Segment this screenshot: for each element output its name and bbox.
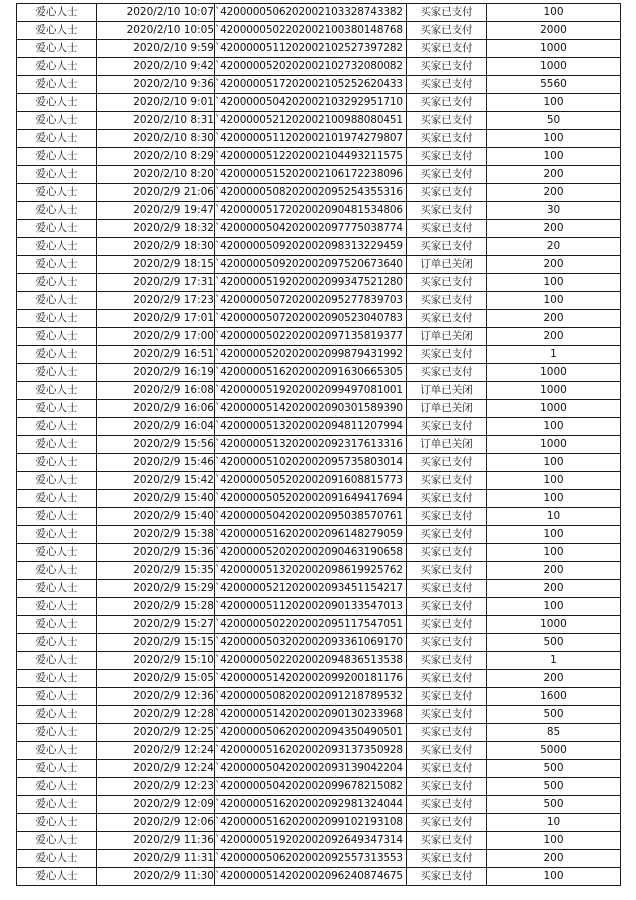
amount-cell: 1600 [487, 688, 621, 706]
table-row [17, 148, 621, 166]
donor-cell: 爱心人士 [17, 580, 97, 598]
donor-cell: 爱心人士 [17, 256, 97, 274]
table-row [17, 256, 621, 274]
amount-cell: 100 [487, 472, 621, 490]
order-number-cell: `4200000521202002100988080451 [215, 112, 407, 130]
status-cell: 买家已支付 [407, 670, 487, 688]
amount-cell: 500 [487, 796, 621, 814]
time-cell: 2020/2/10 8:30 [97, 130, 215, 148]
status-cell: 买家已支付 [407, 580, 487, 598]
donor-cell: 爱心人士 [17, 220, 97, 238]
donor-cell: 爱心人士 [17, 328, 97, 346]
status-cell: 买家已支付 [407, 598, 487, 616]
time-cell: 2020/2/9 11:30 [97, 868, 215, 886]
amount-cell: 1000 [487, 616, 621, 634]
time-cell: 2020/2/9 15:40 [97, 490, 215, 508]
status-cell: 买家已支付 [407, 184, 487, 202]
table-row [17, 832, 621, 850]
time-cell: 2020/2/9 16:51 [97, 346, 215, 364]
order-number-cell: `4200000519202002099497081001 [215, 382, 407, 400]
status-cell: 买家已支付 [407, 616, 487, 634]
donor-cell: 爱心人士 [17, 562, 97, 580]
status-cell: 订单已关闭 [407, 328, 487, 346]
status-cell: 买家已支付 [407, 832, 487, 850]
amount-cell: 100 [487, 544, 621, 562]
order-number-cell: `4200000516202002099102193108 [215, 814, 407, 832]
time-cell: 2020/2/9 11:31 [97, 850, 215, 868]
table-row [17, 742, 621, 760]
donor-cell: 爱心人士 [17, 346, 97, 364]
time-cell: 2020/2/9 15:40 [97, 508, 215, 526]
donor-cell: 爱心人士 [17, 472, 97, 490]
table-row [17, 778, 621, 796]
table-row [17, 490, 621, 508]
amount-cell: 200 [487, 328, 621, 346]
amount-cell: 200 [487, 310, 621, 328]
order-number-cell: `4200000511202002102527397282 [215, 40, 407, 58]
status-cell: 买家已支付 [407, 634, 487, 652]
donor-cell: 爱心人士 [17, 400, 97, 418]
order-number-cell: `4200000516202002091630665305 [215, 364, 407, 382]
amount-cell: 5000 [487, 742, 621, 760]
status-cell: 买家已支付 [407, 742, 487, 760]
status-cell: 买家已支付 [407, 76, 487, 94]
order-number-cell: `4200000505202002091649417694 [215, 490, 407, 508]
status-cell: 买家已支付 [407, 94, 487, 112]
table-row [17, 310, 621, 328]
status-cell: 买家已支付 [407, 274, 487, 292]
status-cell: 买家已支付 [407, 346, 487, 364]
status-cell: 买家已支付 [407, 58, 487, 76]
time-cell: 2020/2/9 16:19 [97, 364, 215, 382]
donor-cell: 爱心人士 [17, 418, 97, 436]
amount-cell: 500 [487, 634, 621, 652]
amount-cell: 85 [487, 724, 621, 742]
table-row [17, 580, 621, 598]
amount-cell: 1000 [487, 400, 621, 418]
status-cell: 买家已支付 [407, 166, 487, 184]
amount-cell: 1 [487, 346, 621, 364]
time-cell: 2020/2/9 16:04 [97, 418, 215, 436]
donor-cell: 爱心人士 [17, 130, 97, 148]
table-row [17, 364, 621, 382]
status-cell: 买家已支付 [407, 40, 487, 58]
status-cell: 买家已支付 [407, 706, 487, 724]
status-cell: 买家已支付 [407, 238, 487, 256]
donor-cell: 爱心人士 [17, 184, 97, 202]
donor-cell: 爱心人士 [17, 616, 97, 634]
table-row [17, 76, 621, 94]
time-cell: 2020/2/9 18:30 [97, 238, 215, 256]
table-row [17, 112, 621, 130]
order-number-cell: `4200000513202002092317613316 [215, 436, 407, 454]
status-cell: 买家已支付 [407, 364, 487, 382]
donor-cell: 爱心人士 [17, 382, 97, 400]
status-cell: 订单已关闭 [407, 436, 487, 454]
donor-cell: 爱心人士 [17, 778, 97, 796]
table-row [17, 508, 621, 526]
table-row [17, 328, 621, 346]
order-number-cell: `4200000517202002105252620433 [215, 76, 407, 94]
time-cell: 2020/2/9 18:15 [97, 256, 215, 274]
amount-cell: 10 [487, 508, 621, 526]
order-number-cell: `4200000509202002097520673640 [215, 256, 407, 274]
table-row [17, 22, 621, 40]
time-cell: 2020/2/10 9:59 [97, 40, 215, 58]
status-cell: 买家已支付 [407, 850, 487, 868]
table-row [17, 436, 621, 454]
time-cell: 2020/2/9 12:28 [97, 706, 215, 724]
order-number-cell: `4200000506202002092557313553 [215, 850, 407, 868]
status-cell: 买家已支付 [407, 292, 487, 310]
amount-cell: 100 [487, 490, 621, 508]
amount-cell: 200 [487, 184, 621, 202]
donor-cell: 爱心人士 [17, 94, 97, 112]
donor-cell: 爱心人士 [17, 652, 97, 670]
order-number-cell: `4200000506202002103328743382 [215, 4, 407, 22]
time-cell: 2020/2/9 16:08 [97, 382, 215, 400]
amount-cell: 100 [487, 868, 621, 886]
amount-cell: 5560 [487, 76, 621, 94]
donor-cell: 爱心人士 [17, 436, 97, 454]
donor-cell: 爱心人士 [17, 40, 97, 58]
time-cell: 2020/2/9 15:38 [97, 526, 215, 544]
order-number-cell: `4200000516202002093137350928 [215, 742, 407, 760]
amount-cell: 20 [487, 238, 621, 256]
time-cell: 2020/2/9 16:06 [97, 400, 215, 418]
time-cell: 2020/2/10 8:20 [97, 166, 215, 184]
status-cell: 买家已支付 [407, 112, 487, 130]
order-number-cell: `4200000511202002090133547013 [215, 598, 407, 616]
donor-cell: 爱心人士 [17, 148, 97, 166]
amount-cell: 100 [487, 4, 621, 22]
table-row [17, 238, 621, 256]
donor-cell: 爱心人士 [17, 760, 97, 778]
donor-cell: 爱心人士 [17, 742, 97, 760]
amount-cell: 500 [487, 760, 621, 778]
status-cell: 买家已支付 [407, 148, 487, 166]
time-cell: 2020/2/9 18:32 [97, 220, 215, 238]
table-row [17, 706, 621, 724]
amount-cell: 500 [487, 778, 621, 796]
table-row [17, 166, 621, 184]
order-number-cell: `4200000510202002095735803014 [215, 454, 407, 472]
table-row [17, 670, 621, 688]
donor-cell: 爱心人士 [17, 202, 97, 220]
amount-cell: 100 [487, 130, 621, 148]
time-cell: 2020/2/9 17:23 [97, 292, 215, 310]
donation-table-body [17, 4, 621, 886]
order-number-cell: `4200000517202002090481534806 [215, 202, 407, 220]
table-row [17, 562, 621, 580]
table-row [17, 400, 621, 418]
status-cell: 买家已支付 [407, 688, 487, 706]
donor-cell: 爱心人士 [17, 508, 97, 526]
time-cell: 2020/2/9 17:01 [97, 310, 215, 328]
amount-cell: 200 [487, 256, 621, 274]
donor-cell: 爱心人士 [17, 724, 97, 742]
amount-cell: 100 [487, 598, 621, 616]
time-cell: 2020/2/9 15:36 [97, 544, 215, 562]
status-cell: 买家已支付 [407, 490, 487, 508]
table-row [17, 616, 621, 634]
amount-cell: 30 [487, 202, 621, 220]
amount-cell: 1000 [487, 436, 621, 454]
order-number-cell: `4200000504202002103292951710 [215, 94, 407, 112]
time-cell: 2020/2/9 12:24 [97, 760, 215, 778]
time-cell: 2020/2/9 15:56 [97, 436, 215, 454]
time-cell: 2020/2/9 12:09 [97, 796, 215, 814]
order-number-cell: `4200000506202002094350490501 [215, 724, 407, 742]
time-cell: 2020/2/9 12:24 [97, 742, 215, 760]
amount-cell: 1 [487, 652, 621, 670]
order-number-cell: `4200000520202002090463190658 [215, 544, 407, 562]
order-number-cell: `4200000502202002094836513538 [215, 652, 407, 670]
order-number-cell: `4200000516202002092981324044 [215, 796, 407, 814]
amount-cell: 100 [487, 148, 621, 166]
table-row [17, 868, 621, 886]
time-cell: 2020/2/9 19:47 [97, 202, 215, 220]
order-number-cell: `4200000504202002093139042204 [215, 760, 407, 778]
order-number-cell: `4200000519202002092649347314 [215, 832, 407, 850]
donor-cell: 爱心人士 [17, 796, 97, 814]
donor-cell: 爱心人士 [17, 310, 97, 328]
table-row [17, 544, 621, 562]
table-row [17, 454, 621, 472]
amount-cell: 200 [487, 220, 621, 238]
order-number-cell: `4200000502202002100380148768 [215, 22, 407, 40]
donor-cell: 爱心人士 [17, 688, 97, 706]
order-number-cell: `4200000516202002096148279059 [215, 526, 407, 544]
amount-cell: 1000 [487, 58, 621, 76]
table-row [17, 4, 621, 22]
table-row [17, 292, 621, 310]
time-cell: 2020/2/9 15:10 [97, 652, 215, 670]
amount-cell: 100 [487, 418, 621, 436]
amount-cell: 50 [487, 112, 621, 130]
order-number-cell: `4200000513202002094811207994 [215, 418, 407, 436]
order-number-cell: `4200000504202002097775038774 [215, 220, 407, 238]
amount-cell: 2000 [487, 22, 621, 40]
time-cell: 2020/2/9 15:05 [97, 670, 215, 688]
donation-table [16, 3, 621, 886]
donor-cell: 爱心人士 [17, 58, 97, 76]
status-cell: 买家已支付 [407, 778, 487, 796]
amount-cell: 100 [487, 454, 621, 472]
status-cell: 订单已关闭 [407, 400, 487, 418]
donor-cell: 爱心人士 [17, 364, 97, 382]
donor-cell: 爱心人士 [17, 598, 97, 616]
table-row [17, 418, 621, 436]
table-row [17, 526, 621, 544]
donor-cell: 爱心人士 [17, 4, 97, 22]
table-row [17, 40, 621, 58]
table-row [17, 382, 621, 400]
donor-cell: 爱心人士 [17, 832, 97, 850]
order-number-cell: `4200000514202002096240874675 [215, 868, 407, 886]
amount-cell: 200 [487, 166, 621, 184]
table-row [17, 472, 621, 490]
time-cell: 2020/2/10 10:05 [97, 22, 215, 40]
order-number-cell: `4200000508202002091218789532 [215, 688, 407, 706]
order-number-cell: `4200000511202002101974279807 [215, 130, 407, 148]
time-cell: 2020/2/10 10:07 [97, 4, 215, 22]
donor-cell: 爱心人士 [17, 490, 97, 508]
table-row [17, 346, 621, 364]
table-row [17, 130, 621, 148]
order-number-cell: `4200000509202002098313229459 [215, 238, 407, 256]
status-cell: 订单已关闭 [407, 256, 487, 274]
table-row [17, 274, 621, 292]
status-cell: 买家已支付 [407, 526, 487, 544]
amount-cell: 500 [487, 706, 621, 724]
time-cell: 2020/2/10 9:01 [97, 94, 215, 112]
status-cell: 买家已支付 [407, 202, 487, 220]
amount-cell: 200 [487, 580, 621, 598]
status-cell: 买家已支付 [407, 130, 487, 148]
time-cell: 2020/2/10 9:42 [97, 58, 215, 76]
table-row [17, 796, 621, 814]
time-cell: 2020/2/9 17:31 [97, 274, 215, 292]
time-cell: 2020/2/9 15:35 [97, 562, 215, 580]
status-cell: 买家已支付 [407, 562, 487, 580]
donor-cell: 爱心人士 [17, 850, 97, 868]
order-number-cell: `4200000514202002090130233968 [215, 706, 407, 724]
order-number-cell: `4200000521202002093451154217 [215, 580, 407, 598]
status-cell: 买家已支付 [407, 868, 487, 886]
time-cell: 2020/2/9 11:36 [97, 832, 215, 850]
table-row [17, 724, 621, 742]
order-number-cell: `4200000507202002095277839703 [215, 292, 407, 310]
status-cell: 买家已支付 [407, 472, 487, 490]
donor-cell: 爱心人士 [17, 544, 97, 562]
time-cell: 2020/2/9 15:46 [97, 454, 215, 472]
donor-cell: 爱心人士 [17, 76, 97, 94]
status-cell: 买家已支付 [407, 22, 487, 40]
donor-cell: 爱心人士 [17, 814, 97, 832]
amount-cell: 1000 [487, 40, 621, 58]
order-number-cell: `4200000520202002102732080082 [215, 58, 407, 76]
order-number-cell: `4200000513202002098619925762 [215, 562, 407, 580]
donor-cell: 爱心人士 [17, 238, 97, 256]
donor-cell: 爱心人士 [17, 706, 97, 724]
order-number-cell: `4200000512202002104493211575 [215, 148, 407, 166]
table-row [17, 220, 621, 238]
time-cell: 2020/2/9 15:27 [97, 616, 215, 634]
donor-cell: 爱心人士 [17, 292, 97, 310]
amount-cell: 200 [487, 562, 621, 580]
order-number-cell: `4200000508202002095254355316 [215, 184, 407, 202]
time-cell: 2020/2/9 15:29 [97, 580, 215, 598]
order-number-cell: `4200000502202002097135819377 [215, 328, 407, 346]
amount-cell: 100 [487, 292, 621, 310]
status-cell: 订单已关闭 [407, 382, 487, 400]
amount-cell: 1000 [487, 382, 621, 400]
status-cell: 买家已支付 [407, 814, 487, 832]
time-cell: 2020/2/10 8:29 [97, 148, 215, 166]
status-cell: 买家已支付 [407, 310, 487, 328]
amount-cell: 100 [487, 526, 621, 544]
time-cell: 2020/2/9 15:42 [97, 472, 215, 490]
amount-cell: 100 [487, 94, 621, 112]
status-cell: 买家已支付 [407, 544, 487, 562]
table-row [17, 814, 621, 832]
amount-cell: 200 [487, 670, 621, 688]
table-row [17, 598, 621, 616]
status-cell: 买家已支付 [407, 652, 487, 670]
status-cell: 买家已支付 [407, 220, 487, 238]
time-cell: 2020/2/9 15:15 [97, 634, 215, 652]
donor-cell: 爱心人士 [17, 670, 97, 688]
status-cell: 买家已支付 [407, 796, 487, 814]
amount-cell: 100 [487, 832, 621, 850]
status-cell: 买家已支付 [407, 454, 487, 472]
order-number-cell: `4200000504202002095038570761 [215, 508, 407, 526]
amount-cell: 10 [487, 814, 621, 832]
time-cell: 2020/2/9 17:00 [97, 328, 215, 346]
table-row [17, 184, 621, 202]
status-cell: 买家已支付 [407, 418, 487, 436]
time-cell: 2020/2/9 12:36 [97, 688, 215, 706]
time-cell: 2020/2/10 8:31 [97, 112, 215, 130]
table-row [17, 760, 621, 778]
status-cell: 买家已支付 [407, 760, 487, 778]
order-number-cell: `4200000514202002090301589390 [215, 400, 407, 418]
order-number-cell: `4200000514202002099200181176 [215, 670, 407, 688]
amount-cell: 100 [487, 274, 621, 292]
amount-cell: 200 [487, 850, 621, 868]
status-cell: 买家已支付 [407, 508, 487, 526]
order-number-cell: `4200000505202002091608815773 [215, 472, 407, 490]
donation-record-sheet [16, 3, 620, 886]
donor-cell: 爱心人士 [17, 22, 97, 40]
amount-cell: 1000 [487, 364, 621, 382]
order-number-cell: `4200000502202002095117547051 [215, 616, 407, 634]
table-row [17, 58, 621, 76]
status-cell: 买家已支付 [407, 724, 487, 742]
table-row [17, 688, 621, 706]
time-cell: 2020/2/9 12:23 [97, 778, 215, 796]
donor-cell: 爱心人士 [17, 634, 97, 652]
order-number-cell: `4200000504202002099678215082 [215, 778, 407, 796]
table-row [17, 634, 621, 652]
time-cell: 2020/2/9 21:06 [97, 184, 215, 202]
donor-cell: 爱心人士 [17, 166, 97, 184]
time-cell: 2020/2/9 12:25 [97, 724, 215, 742]
donor-cell: 爱心人士 [17, 526, 97, 544]
status-cell: 买家已支付 [407, 4, 487, 22]
donor-cell: 爱心人士 [17, 868, 97, 886]
time-cell: 2020/2/9 15:28 [97, 598, 215, 616]
order-number-cell: `4200000507202002090523040783 [215, 310, 407, 328]
order-number-cell: `4200000519202002099347521280 [215, 274, 407, 292]
donor-cell: 爱心人士 [17, 274, 97, 292]
order-number-cell: `4200000503202002093361069170 [215, 634, 407, 652]
table-row [17, 652, 621, 670]
time-cell: 2020/2/10 9:36 [97, 76, 215, 94]
table-row [17, 202, 621, 220]
table-row [17, 850, 621, 868]
order-number-cell: `4200000520202002099879431992 [215, 346, 407, 364]
donor-cell: 爱心人士 [17, 112, 97, 130]
table-row [17, 94, 621, 112]
time-cell: 2020/2/9 12:06 [97, 814, 215, 832]
order-number-cell: `4200000515202002106172238096 [215, 166, 407, 184]
donor-cell: 爱心人士 [17, 454, 97, 472]
